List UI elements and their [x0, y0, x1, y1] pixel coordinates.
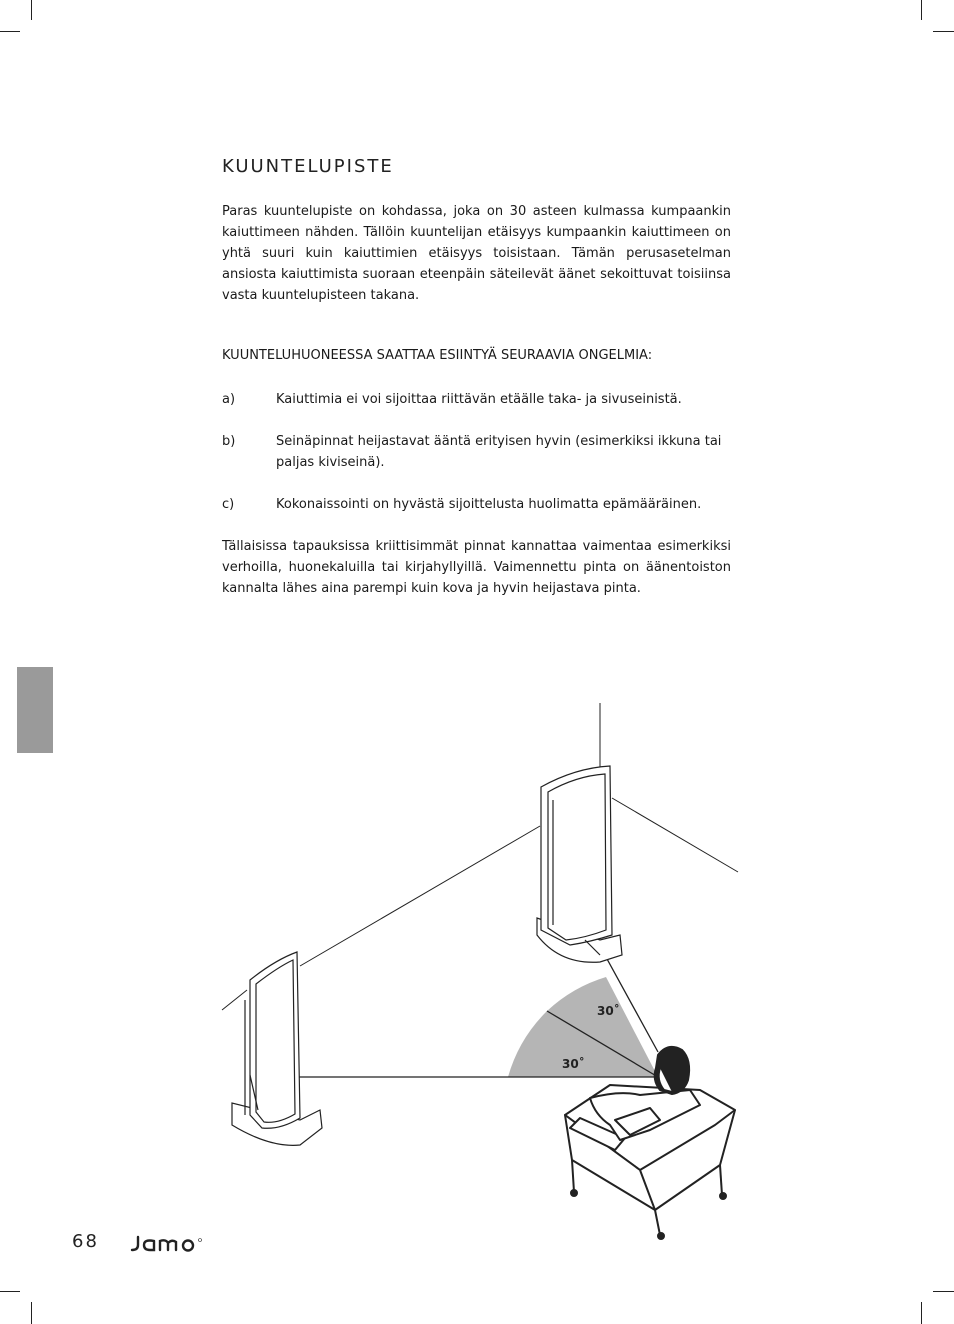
- room-wall-line: [300, 826, 540, 966]
- list-marker: a): [222, 392, 236, 407]
- problems-heading: KUUNTELUHUONEESSA SAATTAA ESIINTYÄ SEURAAVIA ONGELMIA:: [222, 348, 653, 363]
- jamo-logo: [128, 1233, 208, 1253]
- angle-label-bottom: 30˚: [562, 1057, 585, 1071]
- conclusion-paragraph: Tällaisissa tapauksissa kriittisimmät pinnat kannattaa vaimentaa esimerkiksi verhoilla, huonekaluilla tai kirjahyllyillä. Vaimennettu pinta on äänentoiston kannalta lähes aina parempi kuin kova ja hyvin heijastava pinta.: [222, 539, 731, 596]
- list-marker: b): [222, 434, 236, 449]
- section-title: KUUNTELUPISTE: [222, 156, 394, 177]
- angle-label-top: 30˚: [597, 1004, 620, 1018]
- list-text: Kaiuttimia ei voi sijoittaa riittävän etäälle taka- ja sivuseinistä.: [276, 392, 682, 407]
- speaker-left: [232, 952, 322, 1145]
- speaker-right: [537, 766, 622, 962]
- intro-paragraph: Paras kuuntelupiste on kohdassa, joka on 30 asteen kulmassa kumpaankin kaiuttimeen nähden. Tällöin kuuntelijan etäisyys kumpaankin kaiuttimeen on yhtä suuri kuin kaiuttimien etäisyys toisistaan. Tämän perusasetelman ansiosta kaiuttimista suoraan eteenpäin säteilevät äänet sekoittuvat toisiinsa vasta kuuntelupisteen takana.: [222, 204, 731, 303]
- room-wall-line: [612, 798, 738, 872]
- room-wall-line: [222, 990, 247, 1010]
- list-text: Kokonaissointi on hyvästä sijoittelusta huolimatta epämääräinen.: [276, 497, 702, 512]
- list-text: Seinäpinnat heijastavat ääntä erityisen hyvin (esimerkiksi ikkuna tai paljas kiviseinä).: [276, 434, 722, 470]
- page-number: 68: [72, 1231, 99, 1252]
- list-marker: c): [222, 497, 235, 512]
